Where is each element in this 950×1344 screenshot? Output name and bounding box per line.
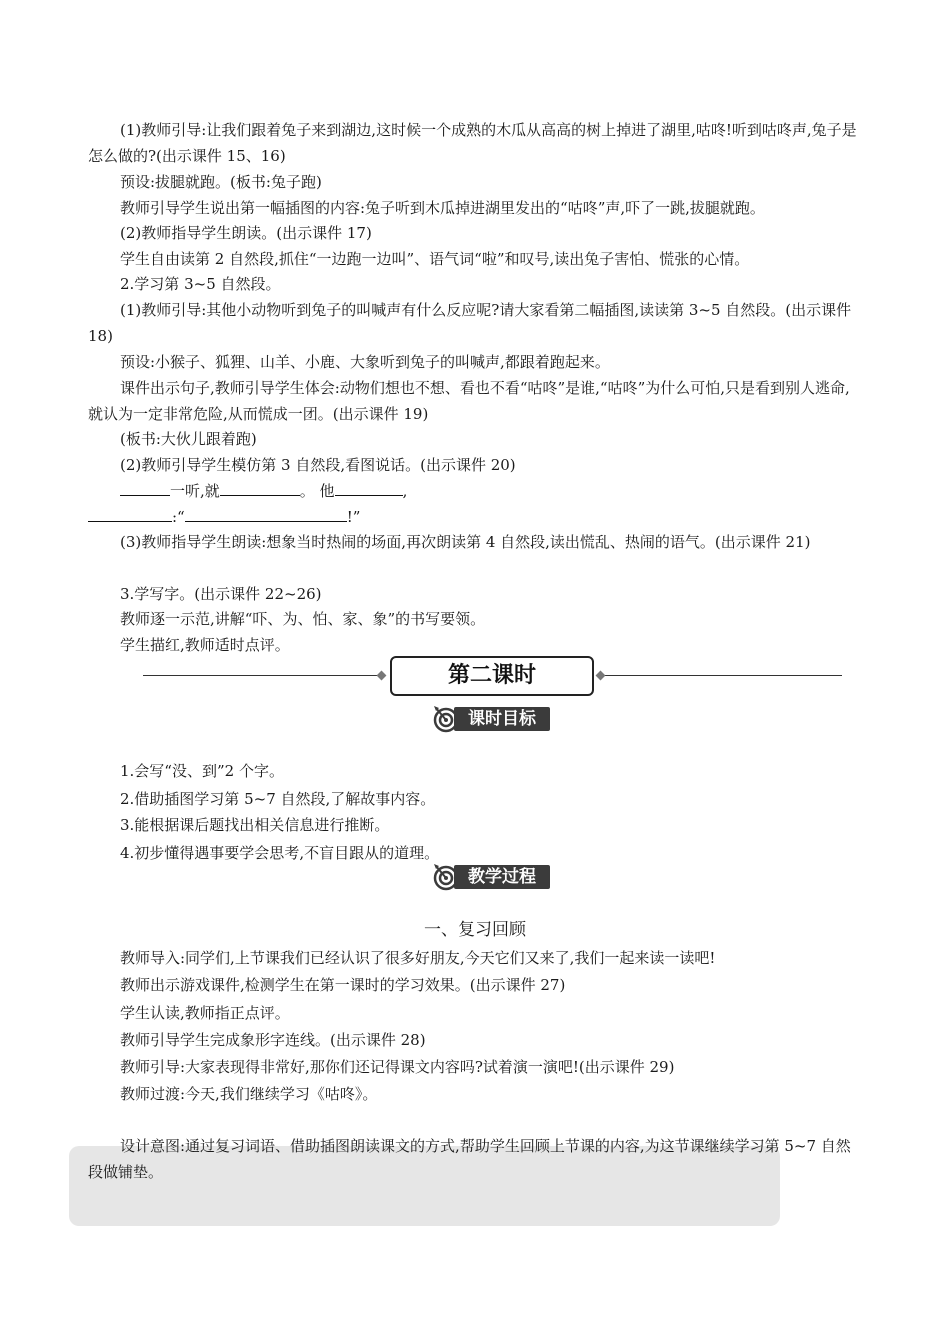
- fill-text: ,: [402, 482, 408, 500]
- divider-left: [143, 675, 383, 676]
- paragraph-11: (2)教师引导学生模仿第 3 自然段,看图说话。(出示课件 20): [120, 456, 516, 474]
- paragraph-5: 学生自由读第 2 自然段,抓住“一边跑一边叫”、语气词“啦”和叹号,读出兔子害怕、慌张的心情。: [120, 250, 750, 268]
- goal-item: 2.借助插图学习第 5~7 自然段,了解故事内容。: [120, 790, 436, 808]
- divider-right: [597, 675, 842, 676]
- step-item: 教师引导学生完成象形字连线。(出示课件 28): [120, 1031, 426, 1049]
- paragraph-7: (1)教师引导:其他小动物听到兔子的叫喊声有什么反应呢?请大家看第二幅插图,读读第 3~5 自然段。(出示课件 18): [88, 301, 856, 345]
- step-item: 教师引导:大家表现得非常好,那你们还记得课文内容吗?试着演一演吧!(出示课件 29): [120, 1058, 675, 1076]
- paragraph-1: (1)教师引导:让我们跟着兔子来到湖边,这时候一个成熟的木瓜从高高的树上掉进了湖里,咕咚!听到咕咚声,兔子是怎么做的?(出示课件 15、16): [88, 121, 857, 165]
- goal-item: 4.初步懂得遇事要学会思考,不盲目跟从的道理。: [120, 844, 440, 862]
- step-item: 学生认读,教师指正点评。: [120, 1004, 290, 1022]
- paragraph-9: 课件出示句子,教师引导学生体会:动物们想也不想、看也不看“咕咚”是谁,“咕咚”为什么可怕,只是看到别人逃命,就认为一定非常危险,从而慌成一团。(出示课件 19): [88, 379, 850, 423]
- fill-text: 。 他: [299, 482, 335, 500]
- process-badge: [432, 863, 550, 891]
- fill-text: :“: [172, 508, 185, 526]
- divider-dot-left: [377, 671, 387, 681]
- goals-badge-label: 课时目标: [454, 707, 550, 731]
- lesson-title: 第二课时: [390, 656, 594, 696]
- fill-text: 一听,就: [170, 482, 220, 500]
- design-intent-text: 设计意图:通过复习词语、借助插图朗读课文的方式,帮助学生回顾上节课的内容,为这节课继续学习第 5~7 自然段做铺垫。: [88, 1137, 851, 1181]
- fill-blank-line-1: [88, 478, 863, 504]
- step-item: 教师过渡:今天,我们继续学习《咕咚》。: [120, 1085, 378, 1103]
- paragraph-15: 学生描红,教师适时点评。: [120, 636, 290, 654]
- blank: [335, 479, 403, 496]
- goals-badge: [432, 705, 550, 733]
- blank: [185, 505, 347, 522]
- paragraph-3: 教师引导学生说出第一幅插图的内容:兔子听到木瓜掉进湖里发出的“咕咚”声,吓了一跳,拔腿就跑。: [120, 199, 765, 217]
- paragraph-2: 预设:拔腿就跑。(板书:兔子跑): [120, 173, 322, 191]
- process-badge-label: 教学过程: [454, 865, 550, 889]
- paragraph-14: 教师逐一示范,讲解“吓、为、怕、家、象”的书写要领。: [120, 610, 486, 628]
- goal-item: 3.能根据课后题找出相关信息进行推断。: [120, 816, 390, 834]
- fill-blank-line-2: [88, 504, 863, 530]
- fill-text: !”: [346, 508, 361, 526]
- paragraph-4: (2)教师指导学生朗读。(出示课件 17): [120, 224, 372, 242]
- section-title: 一、复习回顾: [424, 920, 526, 940]
- step-item: 教师出示游戏课件,检测学生在第一课时的学习效果。(出示课件 27): [120, 976, 566, 994]
- paragraph-13: 3.学写字。(出示课件 22~26): [120, 585, 322, 603]
- blank: [220, 479, 300, 496]
- paragraph-8: 预设:小猴子、狐狸、山羊、小鹿、大象听到兔子的叫喊声,都跟着跑起来。: [120, 353, 610, 371]
- paragraph-10: (板书:大伙儿跟着跑): [120, 430, 257, 448]
- goal-item: 1.会写“没、到”2 个字。: [120, 762, 284, 780]
- divider-dot-right: [596, 671, 606, 681]
- paragraph-12: (3)教师指导学生朗读:想象当时热闹的场面,再次朗读第 4 自然段,读出慌乱、热闹的语气。(出示课件 21): [120, 533, 811, 551]
- step-item: 教师导入:同学们,上节课我们已经认识了很多好朋友,今天它们又来了,我们一起来读一读吧!: [120, 949, 716, 967]
- paragraph-6: 2.学习第 3~5 自然段。: [120, 275, 281, 293]
- blank: [88, 505, 172, 522]
- blank: [120, 479, 170, 496]
